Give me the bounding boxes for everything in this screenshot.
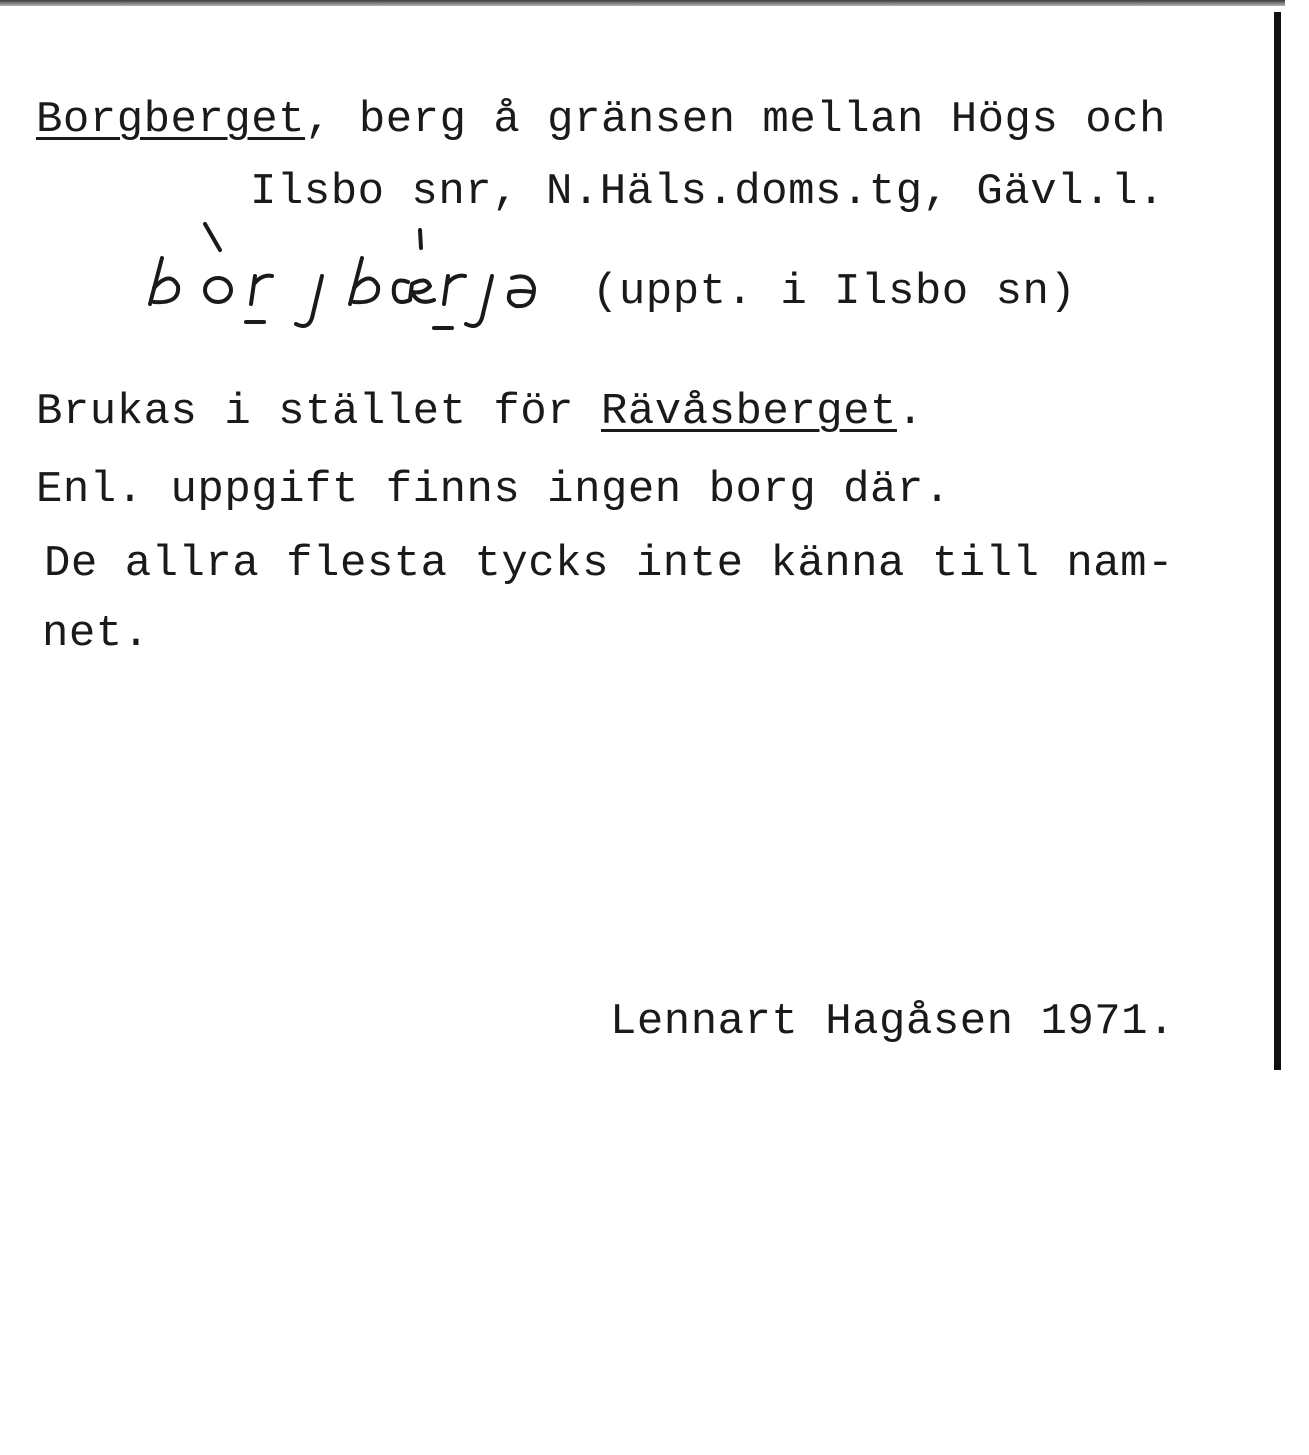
- entry-line-7: net.: [42, 609, 150, 659]
- phonetic-transcription: [140, 220, 560, 350]
- pronunciation-note: (uppt. i Ilsbo sn): [592, 267, 1077, 317]
- signature: Lennart Hagåsen 1971.: [610, 997, 1175, 1047]
- replaced-name: Rävåsberget: [601, 387, 897, 437]
- usage-period: .: [896, 387, 924, 437]
- headword: Borgberget: [36, 95, 306, 145]
- entry-line-5: Enl. uppgift finns ingen borg där.: [36, 465, 951, 515]
- entry-line-4: [36, 388, 924, 436]
- card-right-edge: [1274, 12, 1281, 1070]
- usage-text: Brukas i stället för: [36, 387, 601, 437]
- entry-description: , berg å gränsen mellan Högs och: [305, 95, 1166, 145]
- card-top-edge: [0, 0, 1285, 6]
- entry-line-6: De allra flesta tycks inte känna till nam-: [44, 539, 1174, 589]
- entry-line-2: Ilsbo snr, N.Häls.doms.tg, Gävl.l.: [250, 167, 1165, 217]
- phonetic-handwriting: [140, 220, 560, 350]
- entry-line-1: [36, 96, 1166, 144]
